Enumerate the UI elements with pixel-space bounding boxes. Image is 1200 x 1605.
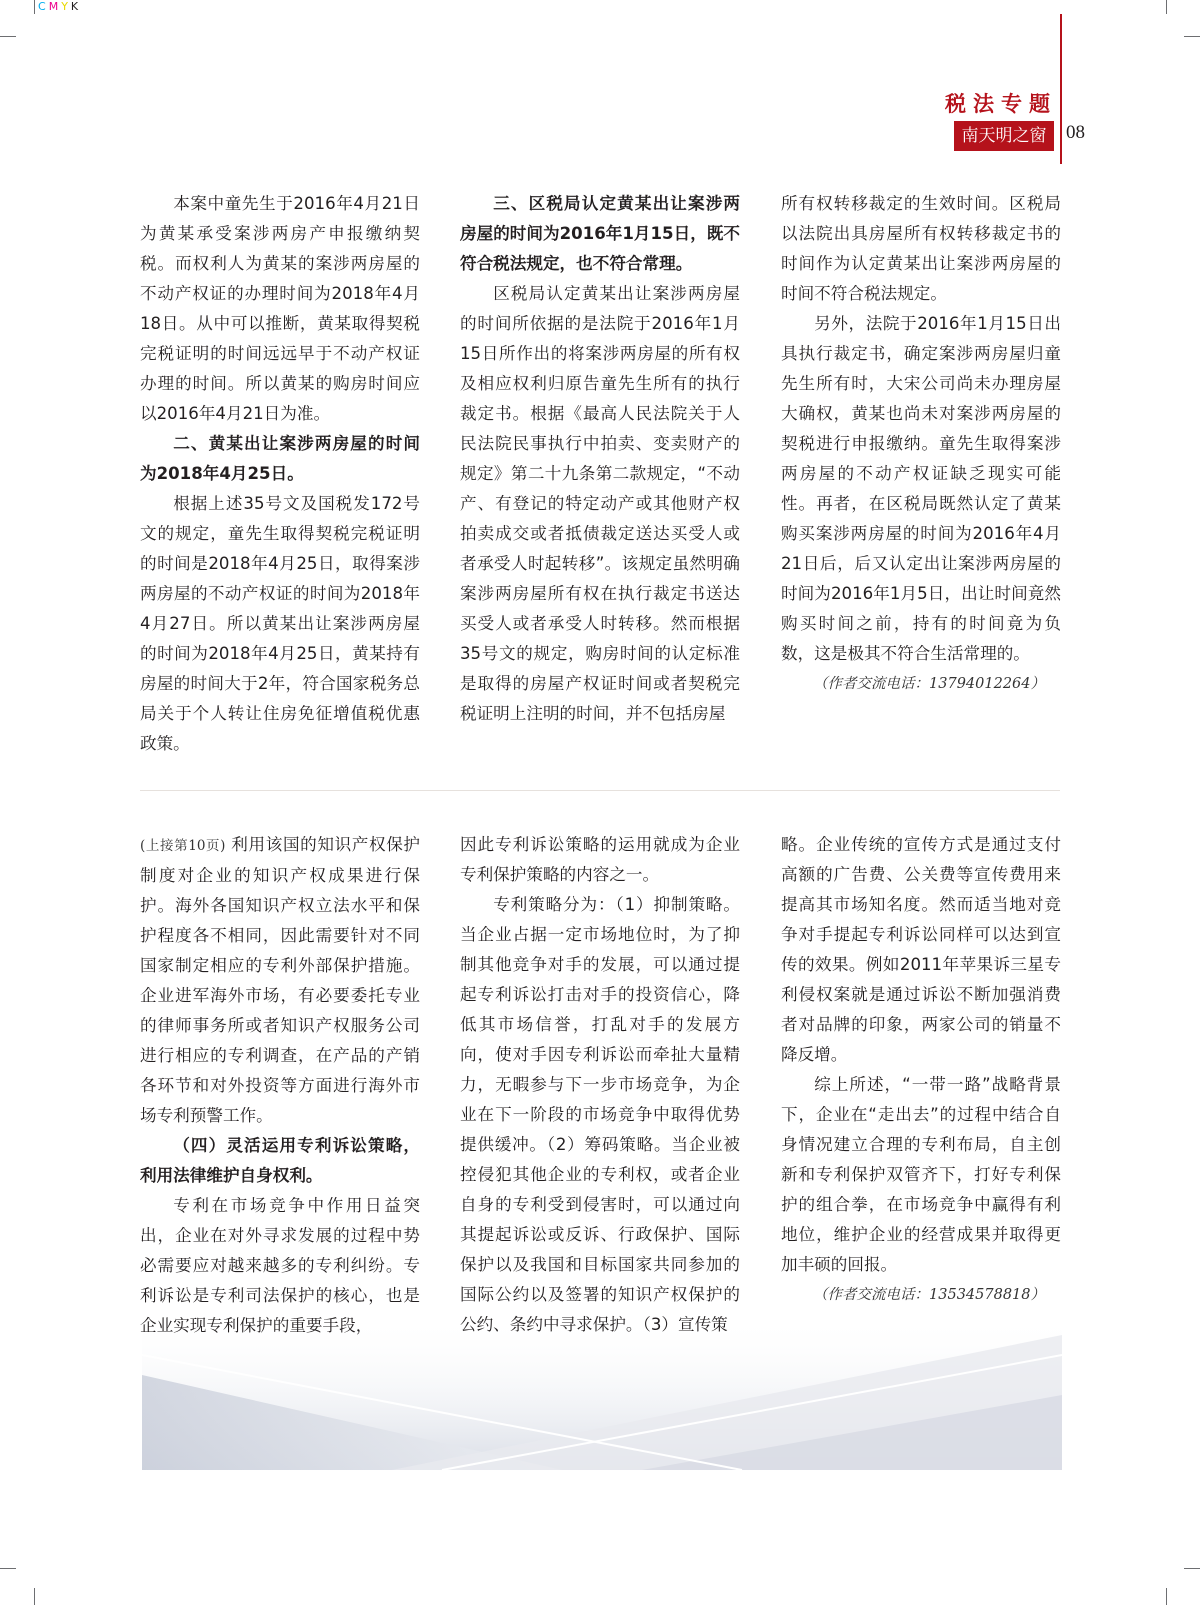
cmyk-letter-c: C bbox=[38, 0, 49, 13]
paragraph: 根据上述35号文及国税发172号文的规定，童先生取得契税完税证明的时间是2018年4月25日，取得案涉两房屋的不动产权证的时间为2018年4月27日。所以黄某出让案涉两房屋的时间为2018年4月25日，黄某持有房屋的时间大于2年，符合国家税务总局关于个人转让住房免征增值税优惠政策。 bbox=[140, 494, 420, 753]
crop-mark bbox=[1166, 0, 1167, 14]
cmyk-letter-y: Y bbox=[61, 0, 71, 13]
crop-mark bbox=[34, 1588, 35, 1605]
paragraph: 另外，法院于2016年1月15日出具执行裁定书，确定案涉两房屋归童先生所有时，大宋公司尚未办理房屋大确权，黄某也尚未对案涉两房屋的契税进行申报缴纳。童先生取得案涉两房屋的不动产权证缺乏现实可能性。再者，在区税局既然认定了黄某购买案涉两房屋的时间为2016年4月21日后，后又认定出让案涉两房屋的时间为2016年1月5日，出让时间竟然购买时间之前，持有的时间竟为负数，这是极其不符合生活常理的。 bbox=[781, 314, 1061, 663]
section-heading: 二、黄某出让案涉两房屋的时间为2018年4月25日。 bbox=[140, 434, 420, 483]
section-heading: 三、区税局认定黄某出让案涉两房屋的时间为2016年1月15日，既不符合税法规定，也不符合常理。 bbox=[460, 194, 740, 273]
page-number: 08 bbox=[1066, 122, 1085, 143]
crop-mark bbox=[1166, 1588, 1167, 1605]
cmyk-letter-m: M bbox=[48, 0, 62, 13]
paragraph bbox=[140, 830, 420, 1131]
header-accent-line bbox=[1060, 14, 1062, 164]
crop-mark bbox=[0, 36, 16, 37]
crop-mark bbox=[34, 0, 35, 14]
cmyk-color-label bbox=[38, 0, 81, 13]
author-contact: （作者交流电话：13794012264） bbox=[813, 676, 1045, 692]
paragraph: 综上所述，“一带一路”战略背景下，企业在“走出去”的过程中结合自身情况建立合理的专利布局，自主创新和专利保护双管齐下，打好专利保护的组合拳，在市场竞争中赢得有利地位，维护企业的经营成果并取得更加丰硕的回报。 bbox=[781, 1075, 1061, 1274]
continuation-note: (上接第10页) bbox=[140, 838, 226, 854]
crop-mark bbox=[0, 1568, 16, 1569]
cmyk-letter-k: K bbox=[70, 0, 82, 13]
crop-mark bbox=[1184, 1568, 1200, 1569]
top-column-2 bbox=[460, 189, 740, 729]
paragraph: 略。企业传统的宣传方式是通过支付高额的广告费、公关费等宣传费用来提高其市场知名度。然而适当地对竞争对手提起专利诉讼同样可以达到宣传的效果。例如2011年苹果诉三星专利侵权案就是通过诉讼不断加强消费者对品牌的印象，两家公司的销量不降反增。 bbox=[781, 835, 1061, 1064]
crop-mark bbox=[1184, 36, 1200, 37]
bottom-column-3 bbox=[781, 830, 1061, 1310]
bottom-column-1 bbox=[140, 830, 420, 1341]
column-name-badge: 南天明之窗 bbox=[954, 121, 1054, 151]
author-contact: （作者交流电话：13534578818） bbox=[813, 1287, 1045, 1303]
bottom-column-2 bbox=[460, 830, 740, 1340]
paragraph: 专利在市场竞争中作用日益突出，企业在对外寻求发展的过程中势必需要应对越来越多的专利纠纷。专利诉讼是专利司法保护的核心，也是企业实现专利保护的重要手段， bbox=[140, 1196, 420, 1335]
paragraph-text: 利用该国的知识产权保护制度对企业的知识产权成果进行保护。海外各国知识产权立法水平和保护程度各不相同，因此需要针对不同国家制定相应的专利外部保护措施。企业进军海外市场，有必要委托专业的律师事务所或者知识产权服务公司进行相应的专利调查，在产品的产销各环节和对外投资等方面进行海外市场专利预警工作。 bbox=[140, 835, 421, 1125]
top-column-1 bbox=[140, 189, 420, 759]
paragraph: 所有权转移裁定的生效时间。区税局以法院出具房屋所有权转移裁定书的时间作为认定黄某出让案涉两房屋的时间不符合税法规定。 bbox=[781, 194, 1061, 303]
section-heading: （四）灵活运用专利诉讼策略，利用法律维护自身权利。 bbox=[140, 1136, 420, 1185]
paragraph: 区税局认定黄某出让案涉两房屋的时间所依据的是法院于2016年1月15日所作出的将案涉两房屋的所有权及相应权利归原告童先生所有的执行裁定书。根据《最高人民法院关于人民法院民事执行中拍卖、变卖财产的规定》第二十九条第二款规定，“不动产、有登记的特定动产或其他财产权拍卖成交或者抵债裁定送达买受人或者承受人时起转移”。该规定虽然明确案涉两房屋所有权在执行裁定书送达买受人或者承受人时转移。然而根据35号文的规定，购房时间的认定标准是取得的房屋产权证时间或者契税完税证明上注明的时间，并不包括房屋 bbox=[460, 284, 740, 723]
paragraph: 因此专利诉讼策略的运用就成为企业专利保护策略的内容之一。 bbox=[460, 835, 740, 884]
paragraph: 专利策略分为：（1）抑制策略。当企业占据一定市场地位时，为了抑制其他竞争对手的发展，可以通过提起专利诉讼打击对手的投资信心，降低其市场信誉，打乱对手的发展方向，使对手因专利诉讼而牵扯大量精力，无暇参与下一步市场竞争，为企业在下一阶段的市场竞争中取得优势提供缓冲。（2）筹码策略。当企业被控侵犯其他企业的专利权，或者企业自身的专利受到侵害时，可以通过向其提起诉讼或反诉、行政保护、国际保护以及我国和目标国家共同参加的国际公约以及签署的知识产权保护的公约、条约中寻求保护。（3）宣传策 bbox=[460, 895, 740, 1334]
article-divider bbox=[140, 790, 1060, 791]
top-column-3 bbox=[781, 189, 1061, 699]
section-title: 税法专题 bbox=[945, 91, 1057, 116]
paragraph: 本案中童先生于2016年4月21日为黄某承受案涉两房产申报缴纳契税。而权利人为黄某的案涉两房屋的不动产权证的办理时间为2018年4月18日。从中可以推断，黄某取得契税完税证明的时间远远早于不动产权证办理的时间。所以黄某的购房时间应以2016年4月21日为准。 bbox=[140, 194, 420, 423]
